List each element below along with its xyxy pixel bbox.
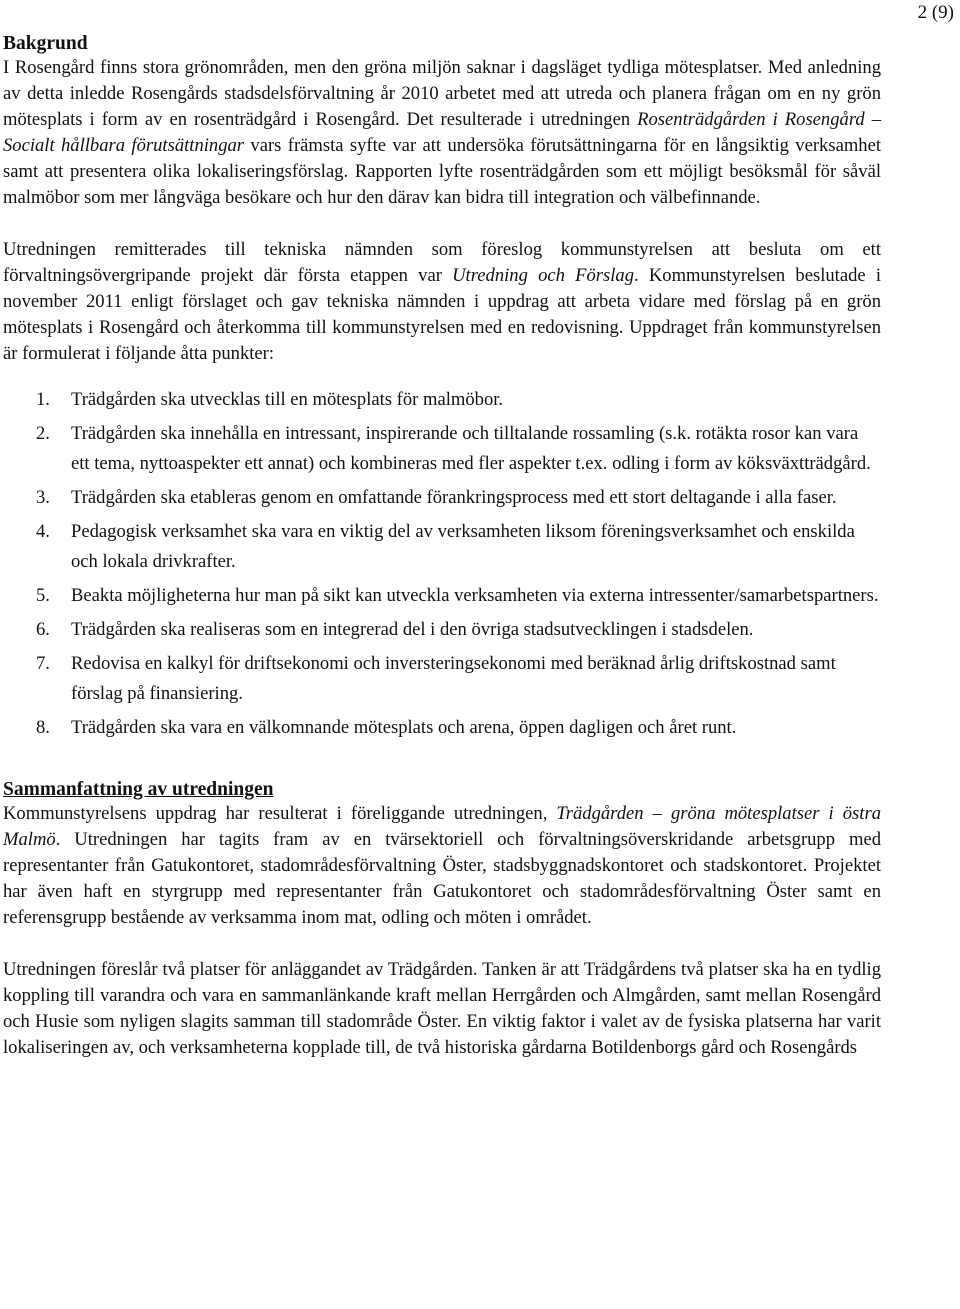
- list-item: [3, 385, 881, 415]
- list-item: [3, 419, 881, 479]
- list-text: Beakta möjligheterna hur man på sikt kan utveckla verksamheten via externa intressenter/samarbetspartners.: [71, 585, 879, 606]
- list-text: Trädgården ska realiseras som en integrerad del i den övriga stadsutvecklingen i stadsdelen.: [71, 619, 754, 640]
- text-run: Kommunstyrelsens uppdrag har resulterat i föreliggande utredningen,: [3, 803, 557, 824]
- bakgrund-paragraph-1: [3, 55, 881, 211]
- list-text: Trädgården ska etableras genom en omfattande förankringsprocess med ett stort deltagande i alla faser.: [71, 487, 837, 508]
- list-number: 6.: [36, 619, 50, 640]
- sammanfattning-paragraph-2: Utredningen föreslår två platser för anläggandet av Trädgården. Tanken är att Trädgårdens två platser ska ha en tydlig koppling till varandra och vara en sammanlänkande kraft mellan Herrgården och Almgården, samt mellan Rosengård och Husie som nyligen slagits samman till stadområde Öster. En viktig faktor i valet av de fysiska platserna har varit lokaliseringen av, och verksamheterna kopplade till, de två historiska gårdarna Botildenborgs gård och Rosengårds: [3, 959, 881, 1058]
- list-text: Redovisa en kalkyl för driftsekonomi och inversteringsekonomi med beräknad årlig driftskostnad samt förslag på finansiering.: [71, 653, 836, 704]
- text-run: I Rosengård finns stora grönområden, men den gröna miljön saknar i dagsläget tydliga mötesplatser. Med anledning av detta inledde Rosengårds stadsdelsförvaltning år 2010 arbetet med att utreda och planera frågan om en ny grön mötesplats i form av en rosenträdgård i Rosengård. Det resulterade i utredningen: [3, 57, 881, 130]
- heading-bakgrund: Bakgrund: [3, 33, 88, 54]
- list-item: [3, 581, 881, 611]
- list-number: 7.: [36, 653, 50, 674]
- assignment-points-list: [3, 385, 881, 743]
- report-title: Trädgården – gröna mötesplatser i östra Malmö: [3, 803, 881, 850]
- document-body: [3, 33, 881, 1061]
- list-number: 2.: [36, 423, 50, 444]
- stage-title: Utredning och Förslag: [452, 265, 635, 286]
- page-number: 2 (9): [917, 2, 954, 23]
- list-text: Trädgården ska utvecklas till en mötesplats för malmöbor.: [71, 389, 504, 410]
- heading-sammanfattning: Sammanfattning av utredningen: [3, 779, 274, 800]
- list-text: Trädgården ska innehålla en intressant, inspirerande och tilltalande rossamling (s.k. rotäkta rosor kan vara ett tema, nyttoaspekter ett annat) och kombineras med fler aspekter t.ex. odling i form av köksväxtträdgård.: [71, 423, 871, 474]
- list-item: [3, 713, 881, 743]
- list-number: 4.: [36, 521, 50, 542]
- bakgrund-paragraph-2: [3, 237, 881, 367]
- sammanfattning-paragraph-1: [3, 801, 881, 931]
- list-item: [3, 649, 881, 709]
- list-item: [3, 483, 881, 513]
- text-run: vars främsta syfte var att undersöka förutsättningarna för en långsiktig verksamhet samt att presentera olika lokaliseringsförslag. Rapporten lyfte rosenträdgården som ett möjligt besöksmål för såväl malmöbor som mer långväga besökare och hur den därav kan bidra till integration och välbefinnande.: [3, 135, 881, 208]
- text-run: . Utredningen har tagits fram av en tvärsektoriell och förvaltningsöverskridande arbetsgrupp med representanter från Gatukontoret, stadområdesförvaltning Öster, stadsbyggnadskontoret och stadskontoret. Projektet har även haft en styrgrupp med representanter från Gatukontoret och stadområdesförvaltning Öster samt en referensgrupp bestående av verksamma inom mat, odling och möten i området.: [3, 829, 881, 928]
- list-text: Pedagogisk verksamhet ska vara en viktig del av verksamheten liksom föreningsverksamhet och enskilda och lokala drivkrafter.: [71, 521, 855, 572]
- list-item: [3, 517, 881, 577]
- text-run: Utredningen remitterades till tekniska nämnden som föreslog kommunstyrelsen att besluta om ett förvaltningsövergripande projekt där första etappen var: [3, 239, 881, 286]
- list-number: 8.: [36, 717, 50, 738]
- list-item: [3, 615, 881, 645]
- list-number: 1.: [36, 389, 50, 410]
- report-title: Rosenträdgården i Rosengård – Socialt hållbara förutsättningar: [3, 109, 881, 156]
- list-number: 5.: [36, 585, 50, 606]
- list-text: Trädgården ska vara en välkomnande mötesplats och arena, öppen dagligen och året runt.: [71, 717, 737, 738]
- text-run: . Kommunstyrelsen beslutade i november 2011 enligt förslaget och gav tekniska nämnden i uppdrag att arbeta vidare med förslag på en grön mötesplats i Rosengård och återkomma till kommunstyrelsen med en redovisning. Uppdraget från kommunstyrelsen är formulerat i följande åtta punkter:: [3, 265, 881, 364]
- list-number: 3.: [36, 487, 50, 508]
